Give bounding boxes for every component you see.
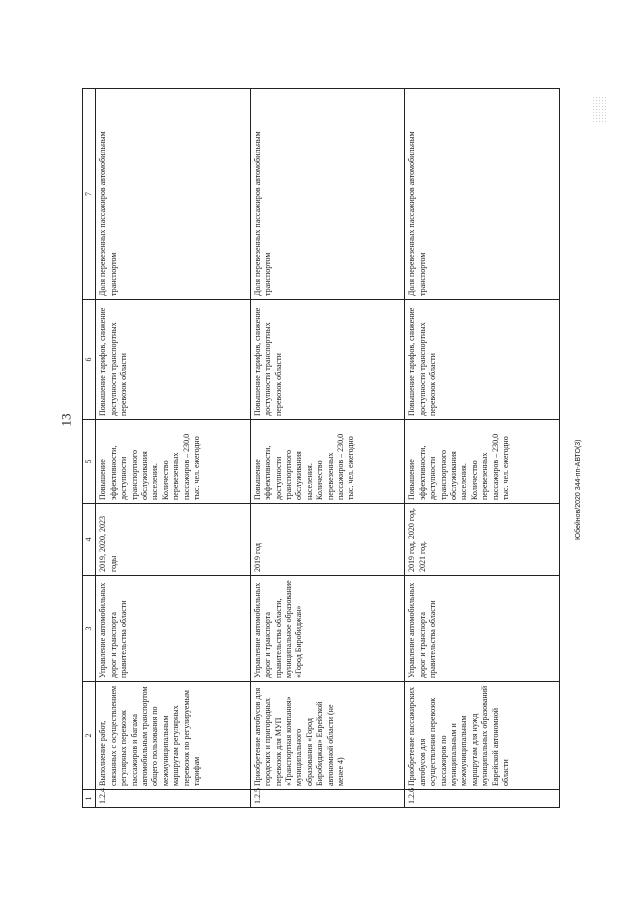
header-cell: 3 — [83, 576, 96, 682]
consequence-cell: Повышение тарифов, снижение доступности транспортных перевозок области — [405, 300, 560, 420]
executor-cell: Управление автомобильных дорог и транспорта правительства области — [405, 576, 560, 682]
activity-cell: Выполнение работ, связанных с осуществлением регулярных перевозок пассажиров и багажа автомобильным транспортом общего пользования по межмуниципальным маршрутам регулярных перевозок по регулируемым тарифам — [96, 682, 251, 790]
row-number: 1.2.5 — [250, 790, 405, 808]
indicator-cell: Доля перевезенных пассажиров автомобильным транспортом — [250, 89, 405, 300]
header-cell: 5 — [83, 420, 96, 504]
rotated-table-container — [82, 88, 560, 808]
table-row — [96, 89, 251, 808]
header-cell: 7 — [83, 89, 96, 300]
period-cell: 2019, 2020, 2023 годы — [96, 504, 251, 576]
table-row — [250, 89, 405, 808]
header-cell: 1 — [83, 790, 96, 808]
executor-cell: Управление автомобильных дорог и транспорта правительства области, муниципальное образование «Город Биробиджан» — [250, 576, 405, 682]
activity-cell: Приобретение пассажирских автобусов для осуществления перевозок пассажиров по муниципальным и межмуниципальным маршрутам для нужд муниципальных образований Еврейской автономной области — [405, 682, 560, 790]
result-cell: Повышение эффективности, доступности транспортного обслуживания населения. Количество перевезенных пассажиров – 230,0 тыс. чел. ежегодно — [250, 420, 405, 504]
header-cell: 6 — [83, 300, 96, 420]
activity-cell: Приобретение автобусов для городских и пригородных перевозок для МУП «Транспортная компания» муниципального образования «Город Биробиджан» Еврейской автономной области (не менее 4) — [250, 682, 405, 790]
table-row — [405, 89, 560, 808]
consequence-cell: Повышение тарифов, снижение доступности транспортных перевозок области — [96, 300, 251, 420]
period-cell: 2019 год — [250, 504, 405, 576]
result-cell: Повышение эффективности, доступности транспортного обслуживания населения. Количество перевезенных пассажиров – 230,0 тыс. чел. ежегодно — [405, 420, 560, 504]
header-cell: 4 — [83, 504, 96, 576]
document-code: Юбейнов/2020 344-пп-АВТО(3) — [575, 439, 582, 540]
indicator-cell: Доля перевезенных пассажиров автомобильным транспортом — [96, 89, 251, 300]
measures-table — [82, 88, 560, 808]
header-cell: 2 — [83, 682, 96, 790]
consequence-cell: Повышение тарифов, снижение доступности транспортных перевозок области — [250, 300, 405, 420]
scan-artifact — [592, 96, 608, 122]
header-row — [83, 89, 96, 808]
indicator-cell: Доля перевезенных пассажиров автомобильным транспортом — [405, 89, 560, 300]
row-number: 1.2.6 — [405, 790, 560, 808]
row-number: 1.2.4 — [96, 790, 251, 808]
result-cell: Повышение эффективности, доступности транспортного обслуживания населения. Количество перевезенных пассажиров – 230,0 тыс. чел. ежегодно — [96, 420, 251, 504]
period-cell: 2019 год, 2020 год, 2021 год. — [405, 504, 560, 576]
page-number: 13 — [58, 413, 74, 427]
executor-cell: Управление автомобильных дорог и транспорта правительства области — [96, 576, 251, 682]
